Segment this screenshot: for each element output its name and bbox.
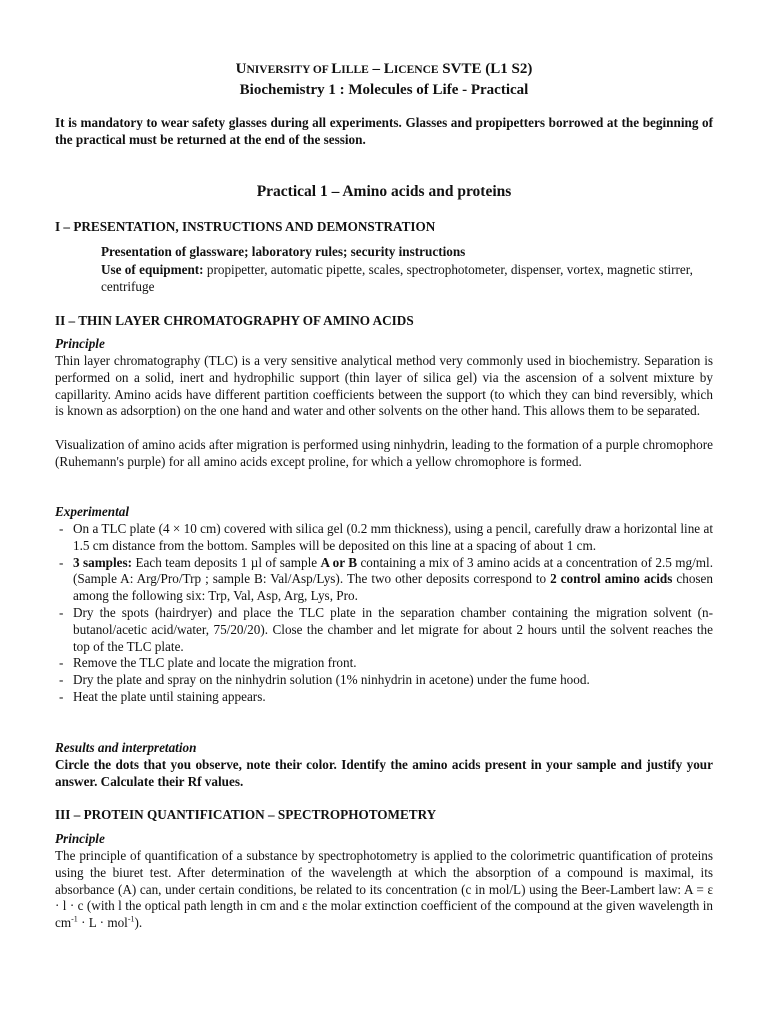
list-item: - Dry the spots (hairdryer) and place the TLC plate in the separation chamber containing the migration solvent (n-butanol/acetic acid/water, 75/20/20). Close the chamber and let migrate for about 2 hours until the solvent reaches the top of the TLC plate. bbox=[59, 604, 713, 654]
list-item: - Remove the TLC plate and locate the migration front. bbox=[59, 655, 357, 671]
list-item: - 3 samples: Each team deposits 1 µl of sample A or B containing a mix of 3 amino acids at a concentration of 2.5 mg/ml. (Sample A: Arg/Pro/Trp ; sample B: Val/Asp/Lys). The two other deposits correspond to 2 control amino acids chosen among the following six: Trp, Val, Asp, Arg, Lys, Pro. bbox=[59, 554, 713, 604]
practical-title: Practical 1 – Amino acids and proteins bbox=[256, 183, 512, 200]
principle-label: Principle bbox=[55, 336, 105, 351]
tlc-principle-paragraph: Thin layer chromatography (TLC) is a very sensitive analytical method very commonly used in biochemistry. Separation is performed on a solid, inert and hydrophilic support (thin layer of silica gel) via the ascension of a solvent mixture by capillarity. Amino acids have different partition coefficients between the support (to which they can bind reversibly, which is known as adsorption) on the one hand and water and other solvents on the other hand. This allows them to be separated. bbox=[55, 353, 713, 419]
results-label: Results and interpretation bbox=[55, 740, 197, 755]
list-item: - Dry the plate and spray on the ninhydrin solution (1% ninhydrin in acetone) under the fume hood. bbox=[59, 672, 590, 688]
safety-notice: It is mandatory to wear safety glasses during all experiments. Glasses and propipetters borrowed at the beginning of the practical must be returned at the end of the session. bbox=[55, 115, 713, 147]
spectro-principle-paragraph: The principle of quantification of a substance by spectrophotometry is applied to the colorimetric quantification of proteins using the biuret test. After determination of the wavelength at which the absorption of a compound is maximal, its absorbance (A) can, under certain conditions, be related to its concentration (c in mol/L) using the Beer-Lambert law: A = ε · l · c (with l the optical path length in cm and ε the molar extinction coefficient of the compound at the given wavelength in $cm^{-1} \cdot L \cdot mol^{-1}$). bbox=[55, 848, 713, 931]
course-title: Biochemistry 1 : Molecules of Life - Practical bbox=[239, 82, 529, 98]
section-3-heading: III – PROTEIN QUANTIFICATION – SPECTROPHOTOMETRY bbox=[55, 807, 437, 822]
section-1-heading: I – PRESENTATION, INSTRUCTIONS AND DEMONSTRATION bbox=[55, 219, 436, 234]
university-header: UNIVERSITY OF LILLE – LICENCE SVTE (L1 S2) bbox=[235, 61, 533, 77]
section-2-heading: II – THIN LAYER CHROMATOGRAPHY OF AMINO ACIDS bbox=[55, 313, 414, 328]
results-text: Circle the dots that you observe, note their color. Identify the amino acids present in your sample and justify your answer. Calculate their Rf values. bbox=[55, 757, 713, 789]
list-item: - On a TLC plate (4 × 10 cm) covered with silica gel (0.2 mm thickness), using a pencil, carefully draw a horizontal line at 1.5 cm distance from the bottom. Samples will be deposited on this line at a spacing of about 1 cm. bbox=[59, 521, 713, 553]
list-item: - Heat the plate until staining appears. bbox=[59, 688, 266, 704]
principle-label-2: Principle bbox=[55, 831, 105, 846]
equipment-line: Use of equipment: propipetter, automatic pipette, scales, spectrophotometer, dispenser, vortex, magnetic stirrer, centrifuge bbox=[101, 262, 693, 294]
experimental-steps bbox=[55, 521, 713, 706]
experimental-label: Experimental bbox=[55, 504, 129, 519]
glassware-line: Presentation of glassware; laboratory rules; security instructions bbox=[101, 244, 466, 259]
visualization-paragraph: Visualization of amino acids after migration is performed using ninhydrin, leading to the formation of a purple chromophore (Ruhemann's purple) for all amino acids except proline, for which a yellow chromophore is formed. bbox=[55, 437, 713, 469]
